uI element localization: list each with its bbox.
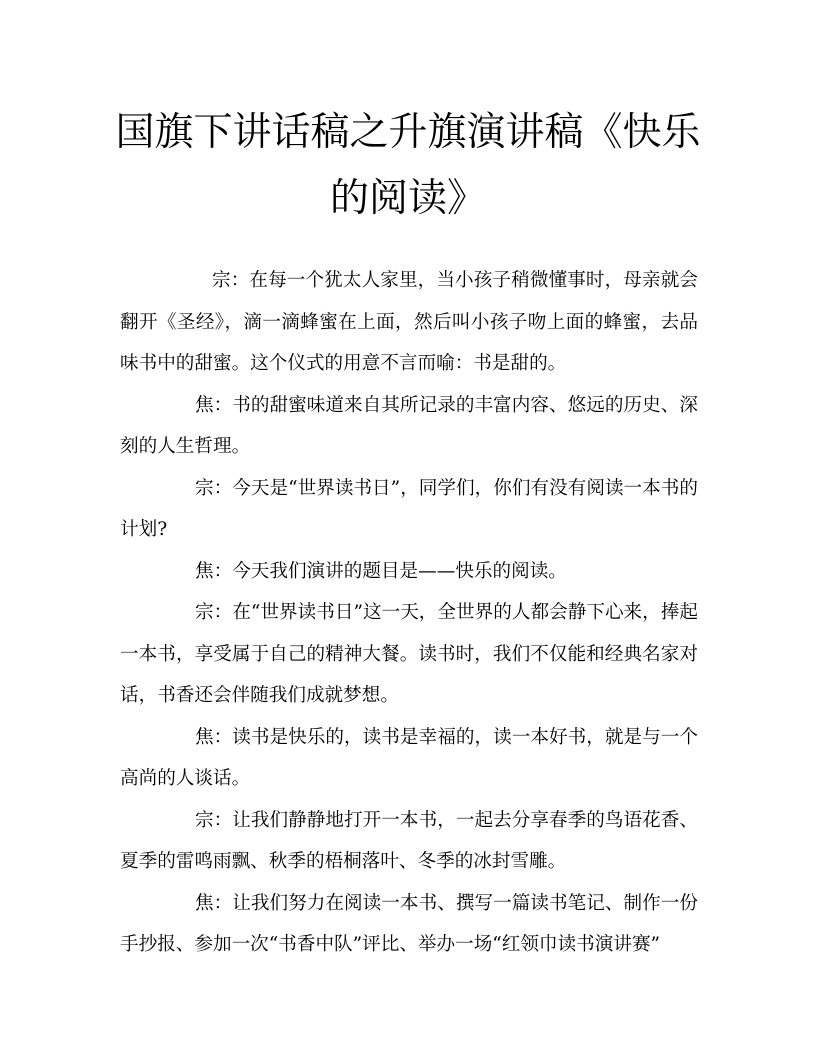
paragraph: 焦：书的甜蜜味道来自其所记录的丰富内容、悠远的历史、深刻的人生哲理。: [120, 394, 698, 457]
paragraph: 焦：让我们努力在阅读一本书、撰写一篇读书笔记、制作一份手抄报、参加一次“书香中队”评比、举办一场“红领巾读书演讲赛”: [120, 892, 698, 955]
document-title: 国旗下讲话稿之升旗演讲稿《快乐的阅读》: [115, 110, 701, 221]
paragraph: 宗：在每一个犹太人家里，当小孩子稍微懂事时，母亲就会翻开《圣经》，滴一滴蜂蜜在上面，然后叫小孩子吻上面的蜂蜜，去品味书中的甜蜜。这个仪式的用意不言而喻：书是甜的。: [120, 270, 698, 374]
document-body: [120, 260, 698, 966]
paragraph: 焦：读书是快乐的，读书是幸福的，读一本好书，就是与一个高尚的人谈话。: [120, 726, 698, 789]
paragraph: 宗：今天是“世界读书日”，同学们，你们有没有阅读一本书的计划?: [120, 477, 698, 540]
paragraph: 焦：今天我们演讲的题目是——快乐的阅读。: [195, 560, 567, 582]
paragraph: 宗：让我们静静地打开一本书，一起去分享春季的鸟语花香、夏季的雷鸣雨飘、秋季的梧桐落叶、冬季的冰封雪雕。: [120, 809, 698, 872]
paragraph: 宗：在“世界读书日”这一天，全世界的人都会静下心来，捧起一本书，享受属于自己的精神大餐。读书时，我们不仅能和经典名家对话，书香还会伴随我们成就梦想。: [120, 602, 698, 706]
